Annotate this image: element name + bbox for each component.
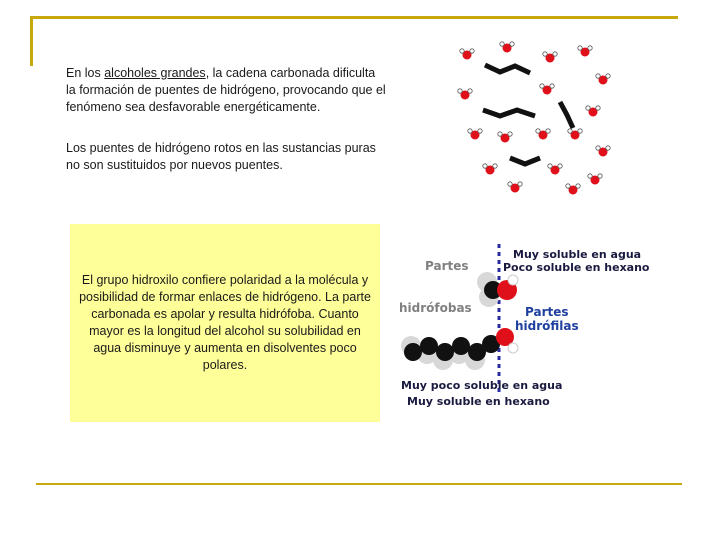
water-hydrogen-atom	[510, 42, 514, 46]
bottom-label-2: Muy soluble en hexano	[407, 395, 550, 408]
info-box-text: El grupo hidroxilo confiere polaridad a la molécula y posibilidad de formar enlaces de hidrógeno. La parte carbonada es apolar y resulta hidrófoba. Cuanto mayor es la longitud del alcohol su solubilidad en agua disminuye y aumenta en disolventes poco polares.	[79, 273, 371, 372]
water-hydrogen-atom	[548, 164, 552, 168]
paragraph-broken-bonds: Los puentes de hidrógeno rotos en las sustancias puras no son sustituidos por nuevos puentes.	[66, 141, 376, 172]
water-hydrogen-atom	[558, 164, 562, 168]
water-hydrogen-atom	[468, 89, 472, 93]
water-hydrogen-atom	[576, 184, 580, 188]
water-hydrogen-atom	[460, 49, 464, 53]
water-hydrogen-atom	[596, 106, 600, 110]
water-hydrogen-atom	[498, 132, 502, 136]
water-hydrogen-atom	[588, 46, 592, 50]
water-hydrogen-atom	[546, 129, 550, 133]
water-hydrogen-atom	[470, 49, 474, 53]
bottom-label-1: Muy poco soluble en agua	[401, 379, 563, 392]
water-hydrogen-atom	[468, 129, 472, 133]
top-label-1: Muy soluble en agua	[513, 248, 642, 261]
water-hydrogen-atom	[606, 74, 610, 78]
molecule-cluster-illustration	[455, 40, 615, 195]
water-hydrogen-atom	[508, 182, 512, 186]
water-hydrogen-atom	[483, 164, 487, 168]
water-hydrogen-atom	[508, 132, 512, 136]
water-hydrogen-atom	[596, 146, 600, 150]
water-hydrogen-atom	[518, 182, 522, 186]
water-hydrogen-atom	[478, 129, 482, 133]
hydrophobic-label-2: hidrófobas	[399, 301, 472, 315]
water-hydrogen-atom	[493, 164, 497, 168]
water-hydrogen-atom	[586, 106, 590, 110]
water-hydrogen-atom	[578, 129, 582, 133]
hydrophilic-label-1: Partes	[525, 305, 569, 319]
water-hydrogen-atom	[598, 174, 602, 178]
water-hydrogen-atom	[566, 184, 570, 188]
water-hydrogen-atom	[588, 174, 592, 178]
paragraph1-after: , la cadena carbonada dificulta la formación de puentes de hidrógeno, provocando que el fenómeno sea desfavorable energéticamente.	[66, 66, 386, 114]
water-hydrogen-atom	[500, 42, 504, 46]
water-hydrogen-atom	[606, 146, 610, 150]
water-hydrogen-atom	[536, 129, 540, 133]
frame-bottom-line	[36, 483, 682, 485]
large-alcohols-link[interactable]: alcoholes grandes	[104, 66, 206, 80]
top-label-2: Poco soluble en hexano	[503, 261, 650, 274]
water-hydrogen-atom	[550, 84, 554, 88]
water-hydrogen-atom	[540, 84, 544, 88]
frame-top-line	[30, 16, 678, 19]
water-hydrogen-atom	[578, 46, 582, 50]
paragraph-large-alcohols	[66, 65, 386, 116]
water-hydrogen-atom	[568, 129, 572, 133]
water-hydrogen-atom	[543, 52, 547, 56]
water-hydrogen-atom	[458, 89, 462, 93]
paragraph1-before: En los	[66, 66, 105, 80]
frame-left-line	[30, 16, 33, 66]
alcohol-solubility-diagram	[395, 242, 655, 412]
water-hydrogen-atom	[596, 74, 600, 78]
water-hydrogen-atom	[553, 52, 557, 56]
hydrophobic-label-1: Partes	[425, 259, 469, 273]
hydrophilic-label-2: hidrófilas	[515, 319, 579, 333]
